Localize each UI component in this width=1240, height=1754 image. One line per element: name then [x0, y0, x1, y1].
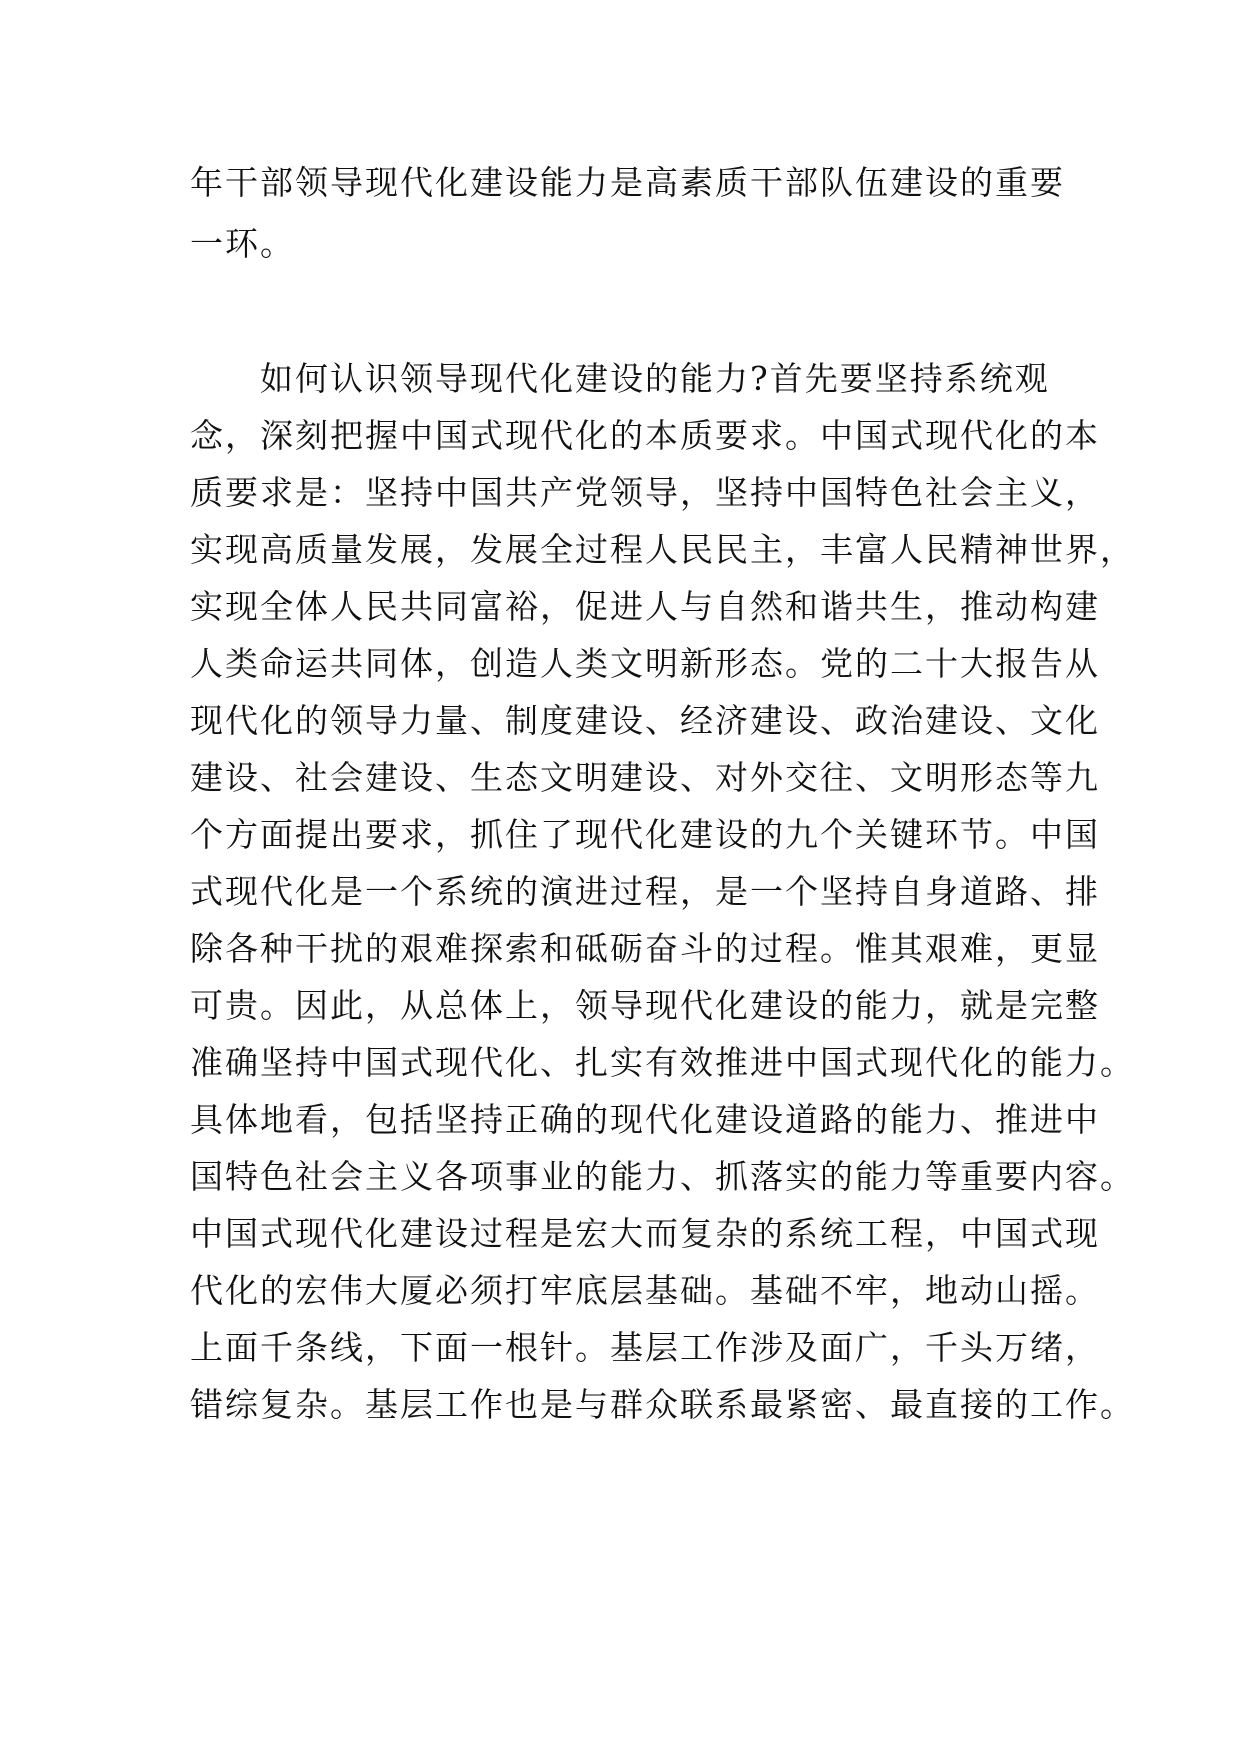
text-line: 人类命运共同体，创造人类文明新形态。党的二十大报告从 [190, 644, 1100, 683]
text-line: 上面千条线，下面一根针。基层工作涉及面广，千头万绪， [190, 1328, 1100, 1367]
paragraph-body [190, 350, 1135, 1433]
text-line: 式现代化是一个系统的演进过程，是一个坚持自身道路、排 [190, 872, 1100, 911]
text-line: 实现高质量发展，发展全过程人民民主，丰富人民精神世界， [190, 530, 1135, 569]
text-line: 错综复杂。基层工作也是与群众联系最紧密、最直接的工作。 [190, 1385, 1135, 1424]
text-line: 一环。 [190, 224, 295, 263]
text-line: 如何认识领导现代化建设的能力?首先要坚持系统观 [190, 359, 1050, 398]
text-line: 建设、社会建设、生态文明建设、对外交往、文明形态等九 [190, 758, 1100, 797]
text-line: 实现全体人民共同富裕，促进人与自然和谐共生，推动构建 [190, 587, 1100, 626]
paragraph-continued [190, 152, 1065, 274]
text-line: 念，深刻把握中国式现代化的本质要求。中国式现代化的本 [190, 416, 1100, 455]
text-line: 国特色社会主义各项事业的能力、抓落实的能力等重要内容。 [190, 1157, 1135, 1196]
text-line: 质要求是：坚持中国共产党领导，坚持中国特色社会主义， [190, 473, 1100, 512]
text-line: 年干部领导现代化建设能力是高素质干部队伍建设的重要 [190, 163, 1065, 202]
text-line: 具体地看，包括坚持正确的现代化建设道路的能力、推进中 [190, 1100, 1100, 1139]
text-line: 除各种干扰的艰难探索和砥砺奋斗的过程。惟其艰难，更显 [190, 929, 1100, 968]
text-line: 准确坚持中国式现代化、扎实有效推进中国式现代化的能力。 [190, 1043, 1135, 1082]
text-line: 现代化的领导力量、制度建设、经济建设、政治建设、文化 [190, 701, 1100, 740]
text-line: 个方面提出要求，抓住了现代化建设的九个关键环节。中国 [190, 815, 1100, 854]
text-line: 代化的宏伟大厦必须打牢底层基础。基础不牢，地动山摇。 [190, 1271, 1100, 1310]
text-line: 中国式现代化建设过程是宏大而复杂的系统工程，中国式现 [190, 1214, 1100, 1253]
text-line: 可贵。因此，从总体上，领导现代化建设的能力，就是完整 [190, 986, 1100, 1025]
